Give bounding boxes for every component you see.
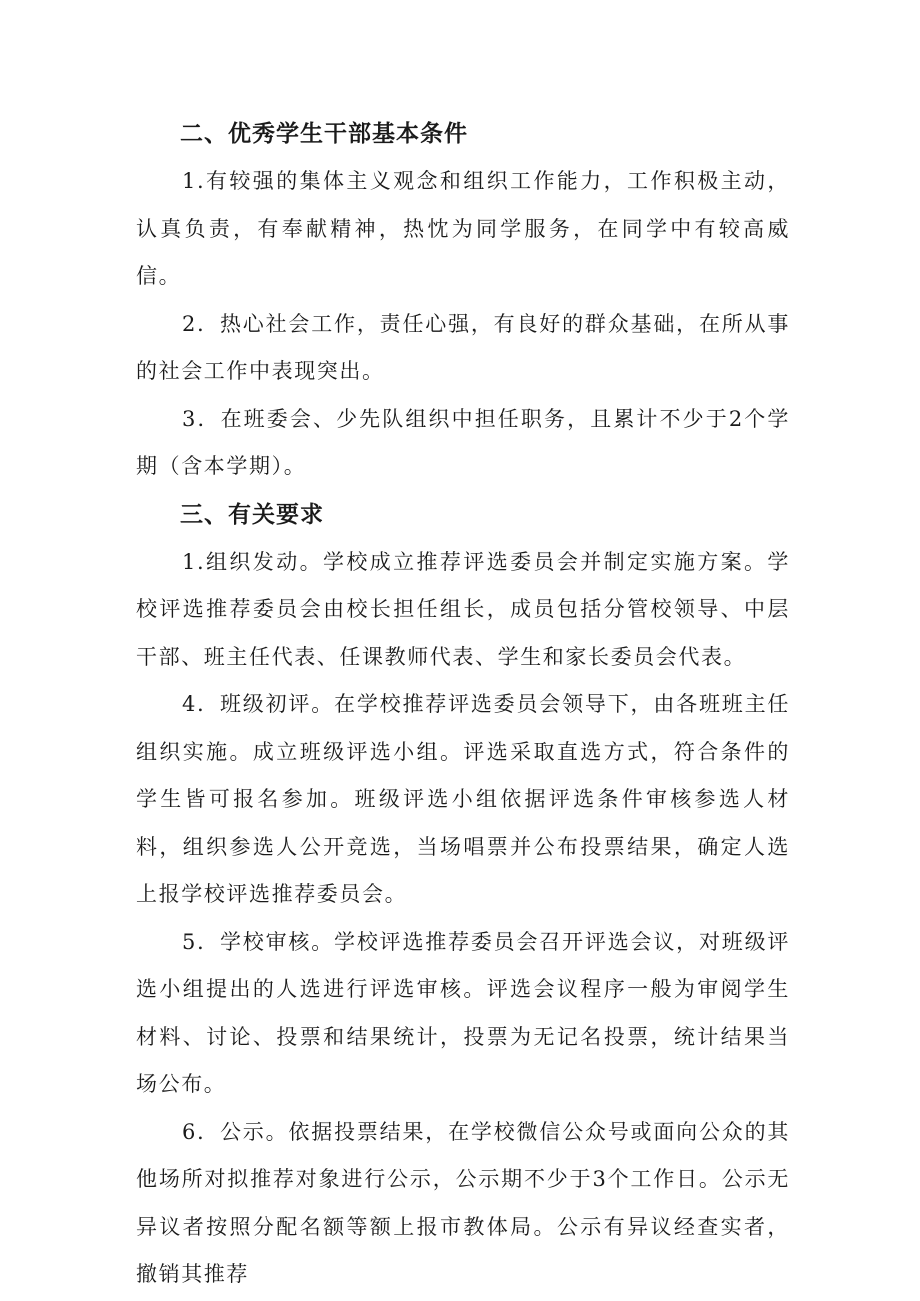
section-two-item-1: 1.有较强的集体主义观念和组织工作能力，工作积极主动，认真负责，有奉献精神，热忱为同学服务，在同学中有较高威信。 <box>136 169 790 288</box>
section-three-item-4: 4．班级初评。在学校推荐评选委员会领导下，由各班班主任组织实施。成立班级评选小组。评选采取直选方式，符合条件的学生皆可报名参加。班级评选小组依据评选条件审核参选人材料，组织参选人公开竞选，当场唱票并公布投票结果，确定人选上报学校评选推荐委员会。 <box>136 692 790 906</box>
section-two-item-2: 2．热心社会工作，责任心强，有良好的群众基础，在所从事的社会工作中表现突出。 <box>136 311 790 383</box>
section-two-heading: 二、优秀学生干部基本条件 <box>180 121 468 147</box>
document-page <box>136 110 790 1299</box>
section-three-item-6: 6．公示。依据投票结果，在学校微信公众号或面向公众的其他场所对拟推荐对象进行公示，公示期不少于3个工作日。公示无异议者按照分配名额等额上报市教体局。公示有异议经查实者，撤销其推荐 <box>136 1119 790 1286</box>
section-three-item-5: 5．学校审核。学校评选推荐委员会召开评选会议，对班级评选小组提出的人选进行评选审核。评选会议程序一般为审阅学生材料、讨论、投票和结果统计，投票为无记名投票，统计结果当场公布。 <box>136 929 790 1096</box>
section-two-item-3: 3．在班委会、少先队组织中担任职务，且累计不少于2个学期（含本学期）。 <box>136 406 790 478</box>
section-three-item-1: 1.组织发动。学校成立推荐评选委员会并制定实施方案。学校评选推荐委员会由校长担任组长，成员包括分管校领导、中层干部、班主任代表、任课教师代表、学生和家长委员会代表。 <box>136 549 790 669</box>
section-three-heading: 三、有关要求 <box>180 501 324 528</box>
